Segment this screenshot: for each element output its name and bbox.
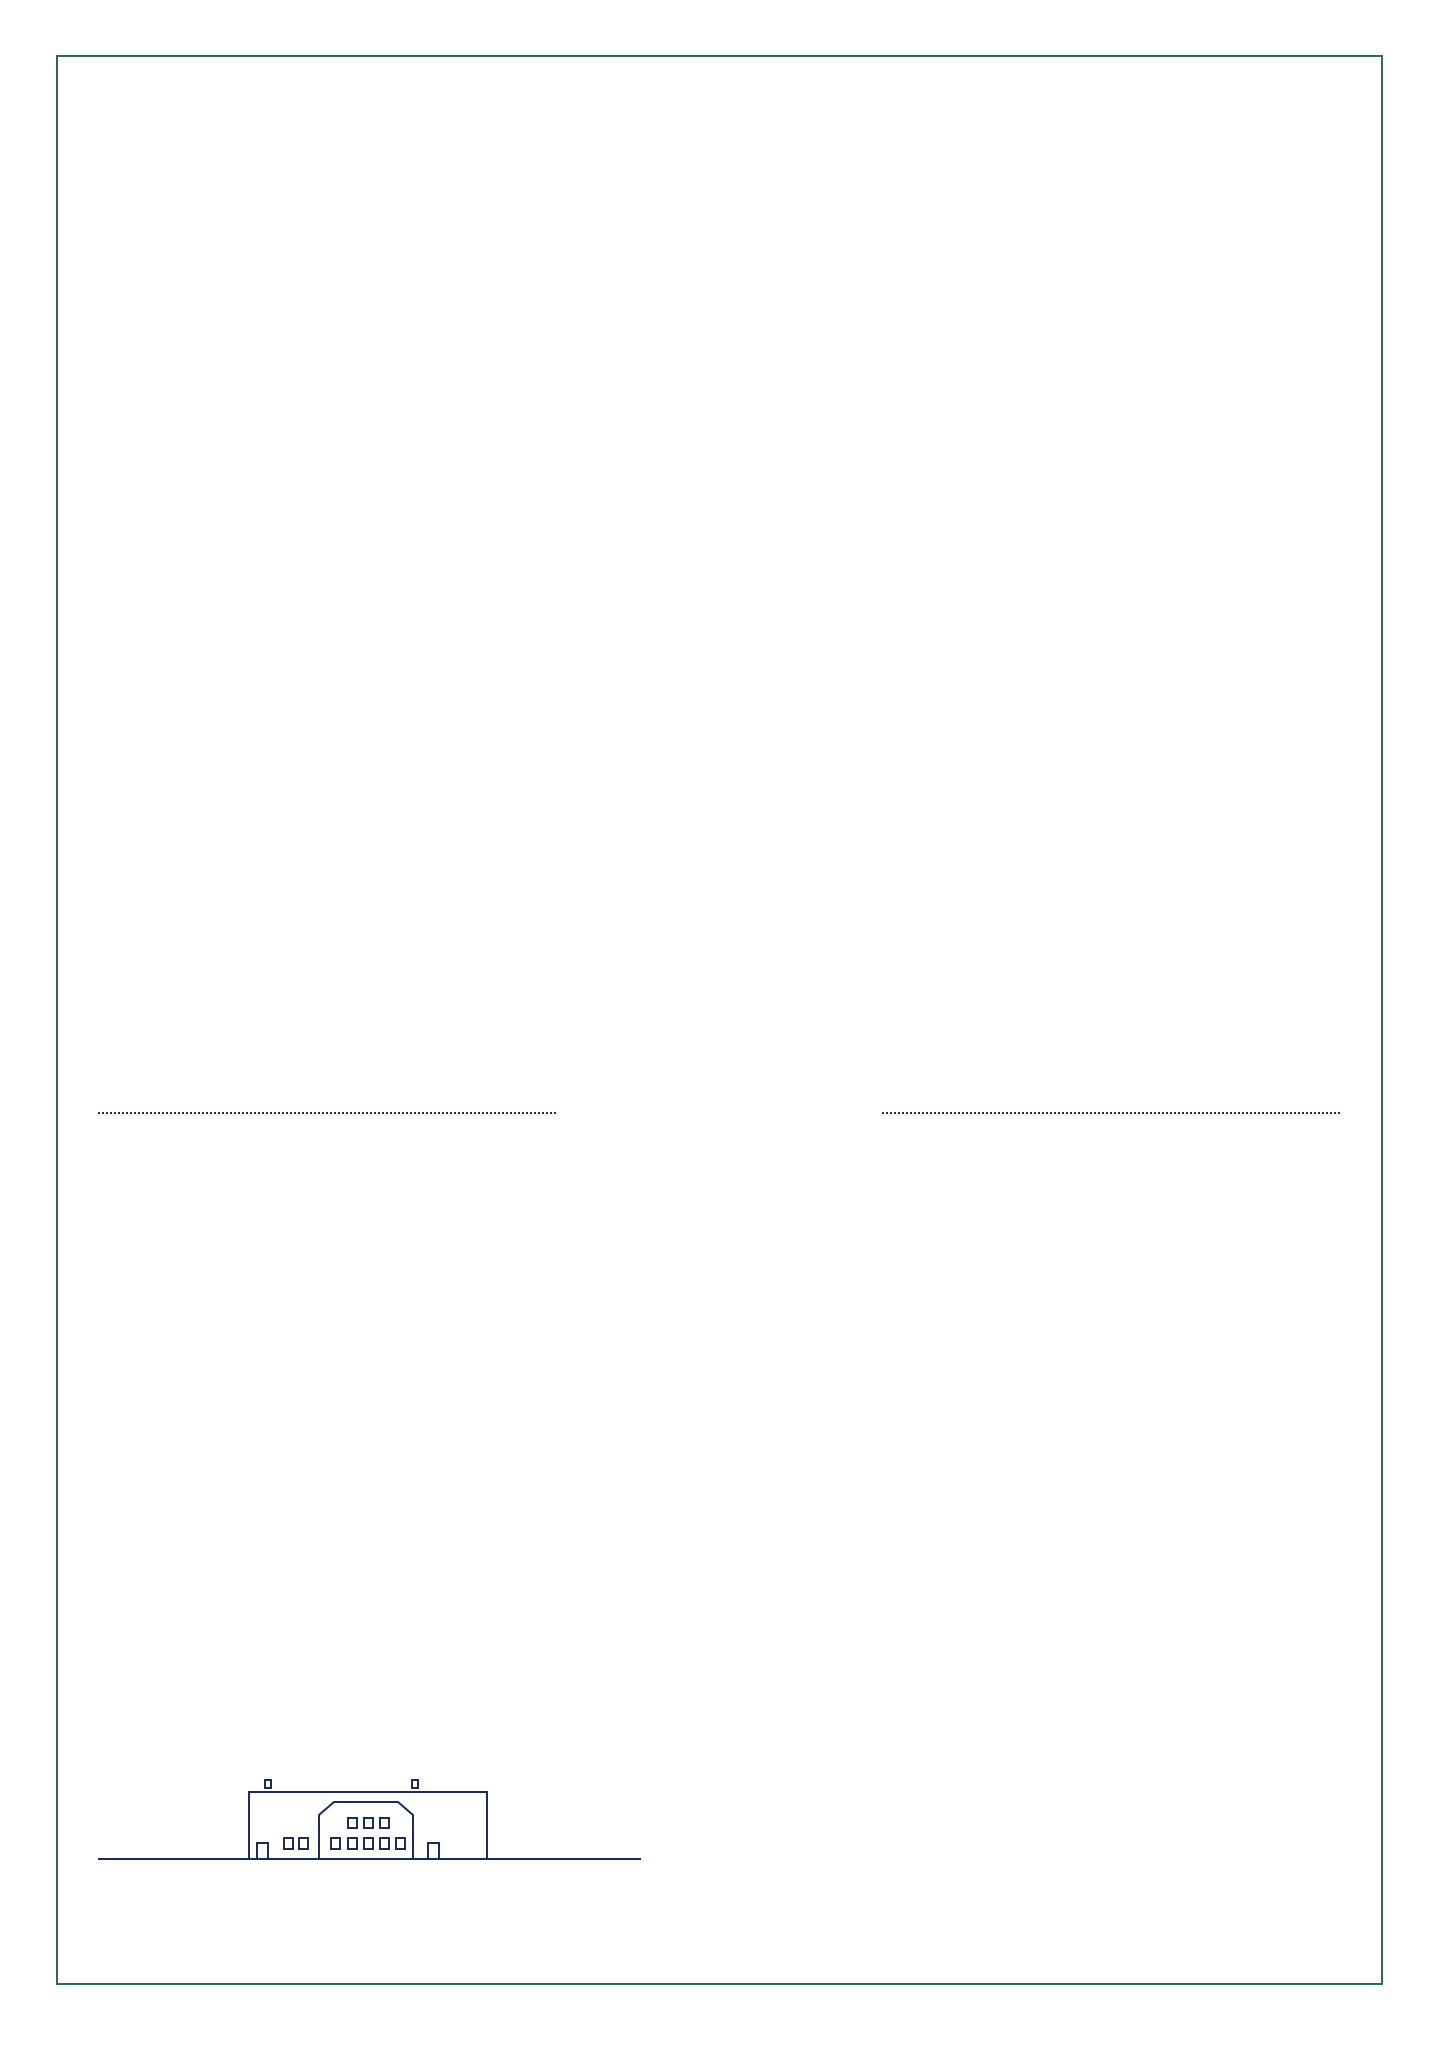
menu-item	[0, 776, 1442, 827]
addon-row	[752, 1313, 1327, 1352]
addon-row	[752, 1197, 1327, 1236]
addon-row	[110, 1390, 685, 1429]
menu-item	[0, 674, 1442, 725]
addon-row	[752, 1235, 1327, 1274]
pine-branch-icon	[340, 850, 520, 1010]
addon-row	[752, 1468, 1327, 1507]
dotted-divider-right	[882, 1112, 1340, 1114]
menu-item	[0, 521, 1442, 572]
addon-row	[752, 1351, 1327, 1390]
menu-item	[0, 623, 1442, 674]
addon-row	[752, 1429, 1327, 1468]
dotted-divider-left	[98, 1112, 556, 1114]
menu-item	[0, 725, 1442, 776]
addon-row	[110, 1313, 685, 1352]
addon-row	[110, 1351, 685, 1390]
addon-row	[752, 1158, 1327, 1197]
addon-row	[110, 1235, 685, 1274]
addon-row	[110, 1158, 685, 1197]
addon-row	[752, 1274, 1327, 1313]
menu-list	[0, 470, 1442, 878]
addons-left-column	[110, 1158, 685, 1506]
addon-row	[110, 1429, 685, 1468]
addon-row	[110, 1197, 685, 1236]
menu-item	[0, 470, 1442, 521]
addon-row	[110, 1274, 685, 1313]
pine-branch-icon	[275, 1550, 455, 1710]
pine-branches-decoration	[0, 0, 1442, 520]
addons-right-column	[752, 1158, 1327, 1506]
addon-row	[110, 1468, 685, 1507]
addon-row	[752, 1390, 1327, 1429]
menu-item	[0, 827, 1442, 878]
house-logo-icon	[96, 1778, 646, 1938]
menu-item	[0, 572, 1442, 623]
